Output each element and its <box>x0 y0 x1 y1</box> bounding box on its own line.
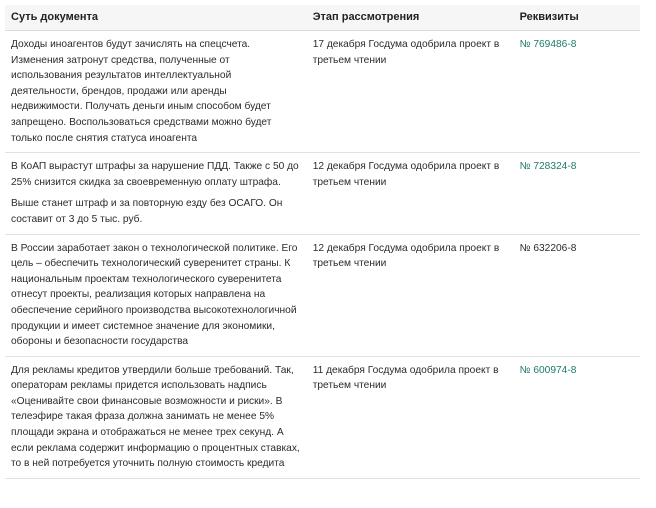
header-summary: Суть документа <box>5 5 307 31</box>
summary-cell <box>5 234 307 356</box>
bill-number-link[interactable]: № 728324-8 <box>519 161 577 173</box>
table-row <box>5 31 640 153</box>
summary-text: Для рекламы кредитов утвердили больше требований. Так, операторам рекламы придется использовать надпись «Оценивайте свои финансовые возможности и риски». В телеэфире такая фраза должна занимать не менее 5% площади экрана и отображаться не менее трех секунд. А если реклама содержит информацию о процентных ставках, то в ней потребуется уточнить полную стоимость кредита <box>11 364 300 470</box>
details-cell <box>514 31 640 153</box>
summary-cell <box>5 153 307 234</box>
table-header-row <box>5 5 640 31</box>
details-cell <box>514 153 640 234</box>
documents-table <box>5 5 640 479</box>
stage-cell: 12 декабря Госдума одобрила проект в третьем чтении <box>307 234 514 356</box>
bill-number-link[interactable]: № 769486-8 <box>519 39 577 50</box>
table-row <box>5 234 640 356</box>
header-stage: Этап рассмотрения <box>307 5 514 31</box>
summary-text: Доходы иноагентов будут зачислять на спецсчета. Изменения затронут средства, полученные от использования результатов интеллектуальной деятельности, брендов, продажи или аренды недвижимости. Получать деньги иным способом будет запрещено. Воспользоваться средствами можно будет только после снятия статуса иноагента <box>11 39 272 144</box>
summary-cell <box>5 31 307 153</box>
stage-cell: 11 декабря Госдума одобрила проект в третьем чтении <box>307 356 514 478</box>
table-row <box>5 153 640 234</box>
bill-number-link[interactable]: № 600974-8 <box>519 364 577 376</box>
stage-cell: 12 декабря Госдума одобрила проект в третьем чтении <box>307 153 514 234</box>
summary-cell <box>5 356 307 478</box>
details-cell <box>514 234 640 356</box>
summary-text: В КоАП вырастут штрафы за нарушение ПДД. Также с 50 до 25% снизится скидка за своевременную оплату штрафа. <box>11 161 299 188</box>
stage-cell: 17 декабря Госдума одобрила проект в третьем чтении <box>307 31 514 153</box>
header-details: Реквизиты <box>514 5 640 31</box>
summary-text: Выше станет штраф и за повторную езду без ОСАГО. Он составит от 3 до 5 тыс. руб. <box>11 198 283 225</box>
details-cell <box>514 356 640 478</box>
bill-number-text: № 632206-8 <box>519 242 577 254</box>
table-row <box>5 356 640 478</box>
summary-text: В России заработает закон о технологической политике. Его цель – обеспечить технологический суверенитет страны. К национальным проектам технологического суверенитета отнесут проекты, реализация которых направлена на обеспечение серийного производства высокотехнологичной продукции и имеет системное значение для экономики, обороны и безопасности государства <box>11 242 298 348</box>
